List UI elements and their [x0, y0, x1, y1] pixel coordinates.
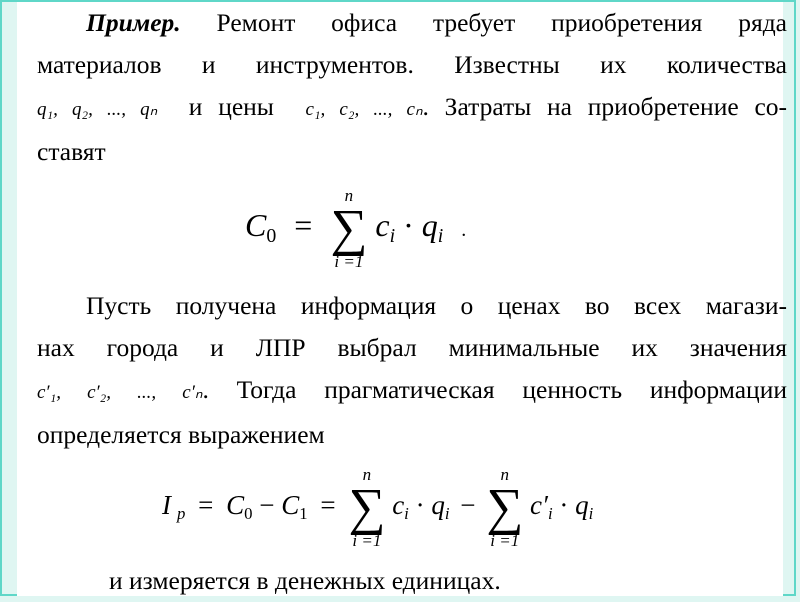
formula1-lhs: $C_0$	[245, 207, 277, 247]
formula2-sum-1	[348, 466, 385, 550]
example-line-1	[37, 2, 787, 44]
example-label: Пример.	[86, 8, 181, 37]
formula2-dot-2: ·	[559, 490, 569, 520]
formula2-term-2: c′i	[530, 490, 553, 524]
formula2-term-2-q: qi	[575, 490, 594, 524]
formula2-c1: $C_1$	[281, 490, 308, 524]
info-line-4: определяется выражением	[37, 420, 325, 449]
sigma-symbol: ∑	[348, 478, 386, 536]
info-line-3	[37, 369, 787, 414]
slide-content	[17, 2, 788, 596]
formula2-sum-2	[486, 466, 523, 550]
info-line-3-text: . Тогда прагматическая ценность информации	[202, 375, 787, 404]
example-line-3-text: . Затраты на приобретение со-	[422, 92, 788, 121]
formula2-sum-1-top: n	[362, 464, 372, 484]
formula2-minus-2: −	[460, 490, 476, 520]
info-paragraph	[37, 285, 787, 456]
example-line-2: материалов и инструментов. Известны их количества	[37, 50, 787, 79]
example-line-3	[37, 86, 787, 131]
closing-line: и измеряется в денежных единицах.	[109, 566, 501, 595]
quantities-expression: q₁, q₂, ..., qₙ	[37, 99, 158, 120]
example-line-1-text: Ремонт офиса требует приобретения ряда	[216, 8, 788, 37]
formula1-term2: qi	[421, 207, 444, 247]
formula2-c0: $C_0$	[226, 490, 253, 524]
formula2-sum-2-top: n	[500, 464, 509, 484]
and-prices-text: и цены	[188, 92, 274, 121]
prices-expression: c₁, c₂, ..., cₙ	[305, 99, 423, 120]
formula2-lhs: Ip	[162, 490, 186, 524]
info-line-1: Пусть получена информация о ценах во всех магази-	[86, 291, 787, 320]
formula2-dot-1: ·	[415, 490, 425, 520]
formula1-equals: =	[294, 207, 313, 243]
example-line-4: ставят	[37, 137, 106, 166]
pragmatic-value-formula	[162, 465, 593, 554]
formula2-equals-2: =	[320, 490, 336, 520]
formula2-minus-1: −	[259, 490, 275, 520]
formula1-sum-top: n	[344, 185, 354, 205]
info-line-2: нах города и ЛПР выбрал минимальные их значения	[37, 333, 787, 362]
formula2-sum-1-bottom: i =1	[352, 530, 382, 550]
cost-formula	[245, 185, 466, 276]
sigma-symbol: ∑	[330, 199, 368, 257]
formula2-sum-2-bottom: i =1	[490, 530, 520, 550]
sigma-symbol: ∑	[486, 478, 524, 536]
formula2-equals-1: =	[198, 490, 214, 520]
formula2-term-1-q: qi	[431, 490, 450, 524]
formula1-sum-bottom: i =1	[334, 251, 364, 271]
formula1-sum	[330, 187, 367, 271]
formula1-term: ci	[375, 207, 396, 247]
example-paragraph	[37, 2, 787, 173]
formula2-term-1: ci	[392, 490, 409, 524]
formula1-dot: ·	[403, 207, 414, 243]
formula1-period: .	[461, 219, 467, 241]
min-prices-expression: c′₁, c′₂, ..., c′ₙ	[37, 382, 203, 403]
